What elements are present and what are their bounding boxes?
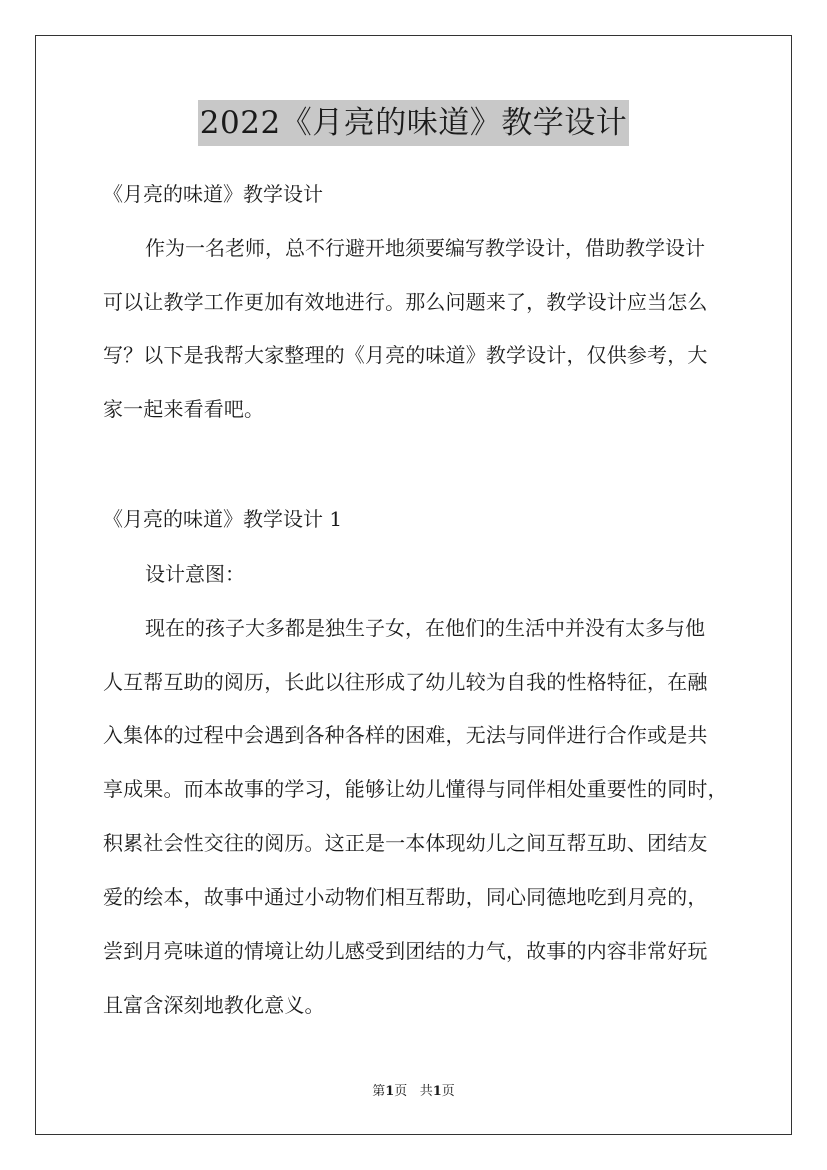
design-intent-line-1: 现在的孩子大多都是独生子女，在他们的生活中并没有太多与他 <box>145 616 705 640</box>
design-intent-line-4: 享成果。而本故事的学习，能够让幼儿懂得与同伴相处重要性的同时， <box>103 777 728 801</box>
page-suffix: 页 <box>394 1084 408 1099</box>
title-wrapper <box>0 100 827 146</box>
document-title: 2022《月亮的味道》教学设计 <box>198 100 629 146</box>
design-intent-line-2: 人互帮互助的阅历，长此以往形成了幼儿较为自我的性格特征，在融 <box>103 670 708 694</box>
design-intent-line-5: 积累社会性交往的阅历。这正是一本体现幼儿之间互帮互助、团结友 <box>103 831 708 855</box>
design-intent-label: 设计意图： <box>145 562 245 586</box>
design-intent-line-7: 尝到月亮味道的情境让幼儿感受到团结的力气，故事的内容非常好玩 <box>103 939 708 963</box>
section-heading: 《月亮的味道》教学设计 1 <box>103 507 343 531</box>
intro-line-4: 家一起来看看吧。 <box>103 397 265 421</box>
design-intent-line-8: 且富含深刻地教化意义。 <box>103 993 325 1017</box>
document-subtitle: 《月亮的味道》教学设计 <box>103 182 323 206</box>
intro-line-1: 作为一名老师，总不行避开地须要编写教学设计，借助教学设计 <box>145 236 705 260</box>
total-suffix: 页 <box>441 1084 455 1099</box>
intro-line-3: 写？以下是我帮大家整理的《月亮的味道》教学设计，仅供参考，大 <box>103 343 708 367</box>
intro-line-2: 可以让教学工作更加有效地进行。那么问题来了，教学设计应当怎么 <box>103 290 708 314</box>
design-intent-line-6: 爱的绘本，故事中通过小动物们相互帮助，同心同德地吃到月亮的， <box>103 885 708 909</box>
page-number: 1 <box>385 1084 395 1099</box>
total-prefix: 共 <box>419 1084 433 1099</box>
page-footer <box>0 1084 827 1100</box>
design-intent-line-3: 入集体的过程中会遇到各种各样的困难，无法与同伴进行合作或是共 <box>103 723 708 747</box>
total-pages: 1 <box>432 1084 442 1099</box>
page-prefix: 第 <box>372 1084 386 1099</box>
